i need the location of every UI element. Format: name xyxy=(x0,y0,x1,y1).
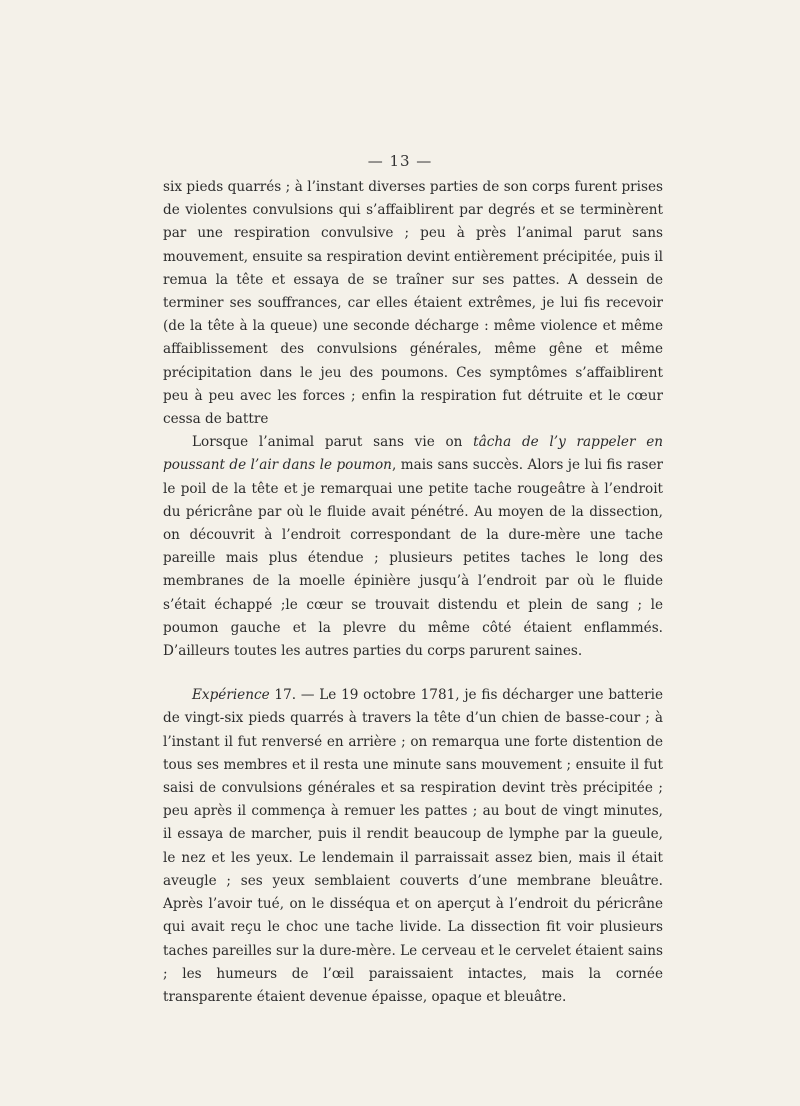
experience-heading: Expérience xyxy=(192,687,270,704)
paragraph-3-text: 17. — Le 19 octobre 1781, je fis décharger une batterie de vingt-six pieds quarrés à travers la tête d’un chien de basse-cour ; à l’instant il fut renversé en arrière ; on remarqua une forte distention de tous ses membres et il resta une minute sans mouvement ; ensuite il fut saisi de convulsions générales et sa respiration devint très précipitée ; peu après il commença à remuer les pattes ; au bout de vingt minutes, il essaya de marcher, puis il rendit beaucoup de lymphe par la gueule, le nez et les yeux. Le lendemain il parraissait assez bien, mais il était aveugle ; ses yeux semblaient couverts d’une membrane bleuâtre. Après l’avoir tué, on le disséqua et on aperçut à l’endroit du péricrâne qui avait reçu le choc une tache livide. La dissection fit voir plusieurs taches pareilles sur la dure-mère. Le cerveau et le cervelet étaient sains ; les humeurs de l’œil paraissaient intactes, mais la cornée transparente étaient devenue épaisse, opaque et bleuâtre. xyxy=(163,687,663,1005)
paragraph-2-text-a: Lorsque l’animal parut sans vie on xyxy=(192,434,474,451)
body-text xyxy=(163,176,663,1009)
paragraph-experience-17 xyxy=(163,684,663,1009)
paragraph-lorsque xyxy=(163,431,663,663)
paragraph-continuation xyxy=(163,176,663,431)
paragraph-2-text-b: , mais sans succès. Alors je lui fis raser le poil de la tête et je remarquai une petite tache rougeâtre à l’endroit du péricrâne par où le fluide avait pénétré. Au moyen de la dissection, on découvrit à l’endroit correspondant de la dure-mère une tache pareille mais plus étendue ; plusieurs petites taches le long des membranes de la moelle épinière jusqu’à l’endroit par où le fluide s’était échappé ;le cœur se trouvait distendu et plein de sang ; le poumon gauche et la plevre du même côté étaient enflammés. D’ailleurs toutes les autres parties du corps parurent saines. xyxy=(163,457,663,660)
paragraph-1-text: six pieds quarrés ; à l’instant diverses parties de son corps furent prises de violentes convulsions qui s’affaiblirent par degrés et se terminèrent par une respiration convulsive ; peu à près l’animal parut sans mouvement, ensuite sa respiration devint entièrement précipitée, puis il remua la tête et essaya de se traîner sur ses pattes. A dessein de terminer ses souffrances, car elles étaient extrêmes, je lui fis recevoir (de la tête à la queue) une seconde décharge : même violence et même affaiblissement des convulsions générales, même gêne et même précipitation dans le jeu des poumons. Ces symptômes s’affaiblirent peu à peu avec les forces ; enfin la respiration fut détruite et le cœur cessa de battre xyxy=(163,179,663,428)
page-number: — 13 — xyxy=(367,152,433,170)
paragraph-2-italic-phrase: tâcha de l’y rappeler en poussant de l’air dans le poumon xyxy=(163,434,663,474)
